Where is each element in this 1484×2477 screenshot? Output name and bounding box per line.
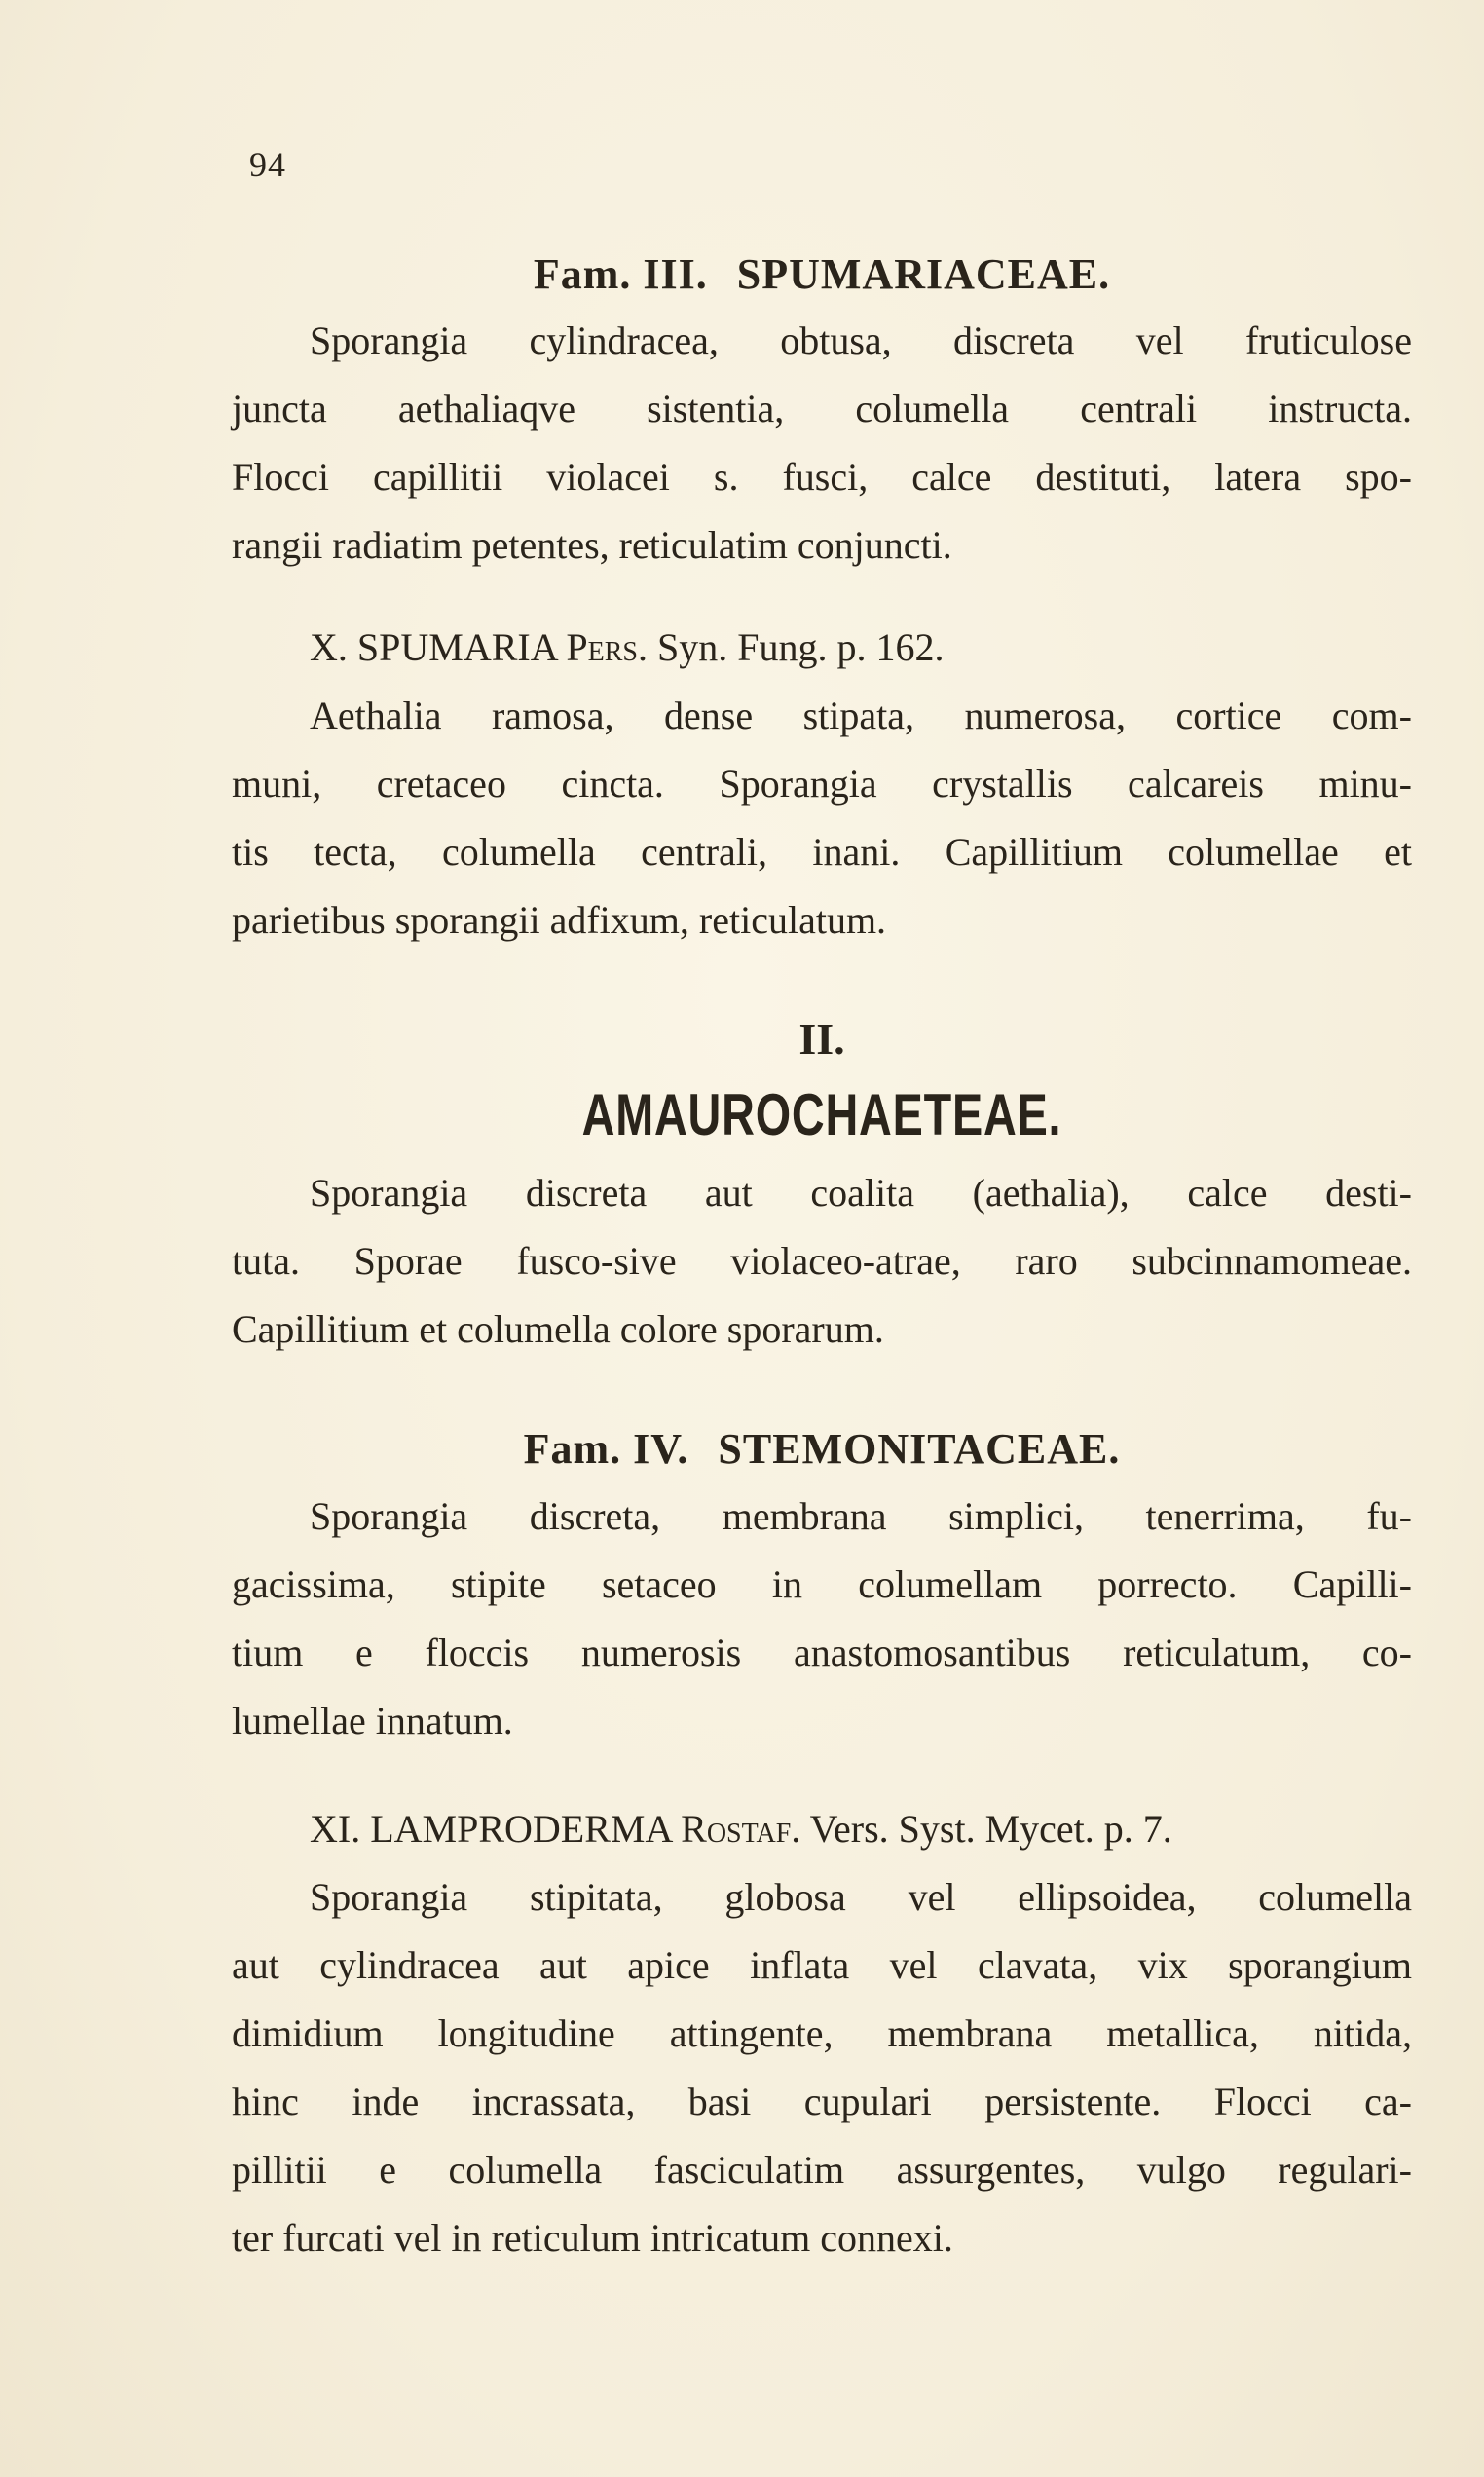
genus-10-heading	[232, 614, 1412, 682]
text-line: lumellae innatum.	[232, 1699, 513, 1743]
text-line: Sporangia discreta, membrana simplici, tenerrima, fu-	[310, 1494, 1412, 1538]
genus-11-block	[232, 1795, 1412, 2272]
family-4-description	[232, 1482, 1412, 1755]
text-line: dimidium longitudine attingente, membrana metallica, nitida,	[232, 2011, 1412, 2055]
text-line: tuta. Sporae fusco-sive violaceo-atrae, raro subcinnamomeae.	[232, 1239, 1412, 1283]
family-3-description	[232, 307, 1412, 580]
genus-11-heading	[232, 1795, 1412, 1863]
text-line: hinc inde incrassata, basi cupulari persistente. Flocci ca-	[232, 2080, 1412, 2123]
genus-10-reference: Syn. Fung. p. 162.	[657, 625, 945, 669]
genus-10-block	[232, 614, 1412, 955]
text-line: tium e floccis numerosis anastomosantibus reticulatum, co-	[232, 1631, 1412, 1674]
genus-10-name: X. SPUMARIA	[310, 625, 557, 669]
text-line: Sporangia discreta aut coalita (aethalia), calce desti-	[310, 1171, 1412, 1215]
text-line: muni, cretaceo cincta. Sporangia crystallis calcareis minu-	[232, 762, 1412, 806]
text-line: Sporangia stipitata, globosa vel ellipsoidea, columella	[310, 1875, 1412, 1919]
text-line: tis tecta, columella centrali, inani. Capillitium columellae et	[232, 830, 1412, 874]
family-4-name: STEMONITACEAE.	[718, 1425, 1121, 1473]
text-line: Capillitium et columella colore sporarum.	[232, 1307, 884, 1351]
division-2-title: AMAUROCHAETEAE.	[581, 1082, 1062, 1147]
genus-11-reference: Vers. Syst. Mycet. p. 7.	[809, 1807, 1172, 1851]
genus-10-author: Pers.	[566, 625, 649, 669]
family-3-heading	[232, 249, 1412, 299]
text-line: juncta aethaliaqve sistentia, columella centrali instructa.	[232, 387, 1412, 431]
text-line: Flocci capillitii violacei s. fusci, calce destituti, latera spo-	[232, 455, 1412, 499]
text-line: Aethalia ramosa, dense stipata, numerosa, cortice com-	[310, 694, 1412, 737]
division-2-description	[232, 1159, 1412, 1364]
text-line: pillitii e columella fasciculatim assurgentes, vulgo regulari-	[232, 2148, 1412, 2192]
text-line: aut cylindracea aut apice inflata vel clavata, vix sporangium	[232, 1943, 1412, 1987]
division-2-numeral: II.	[798, 1014, 845, 1064]
family-4-heading	[232, 1424, 1412, 1474]
genus-11-author: Rostaf.	[681, 1807, 801, 1851]
family-3-label: Fam. III.	[533, 250, 708, 298]
page-number: 94	[249, 145, 286, 184]
genus-11-name: XI. LAMPRODERMA	[310, 1807, 672, 1851]
text-line: Sporangia cylindracea, obtusa, discreta vel fruticulose	[310, 319, 1412, 362]
family-3-name: SPUMARIACEAE.	[736, 250, 1111, 298]
text-line: gacissima, stipite setaceo in columellam porrecto. Capilli-	[232, 1562, 1412, 1606]
text-line: rangii radiatim petentes, reticulatim conjuncti.	[232, 523, 952, 567]
text-line: ter furcati vel in reticulum intricatum connexi.	[232, 2216, 953, 2260]
text-line: parietibus sporangii adfixum, reticulatum.	[232, 898, 887, 942]
family-4-label: Fam. IV.	[523, 1425, 689, 1473]
